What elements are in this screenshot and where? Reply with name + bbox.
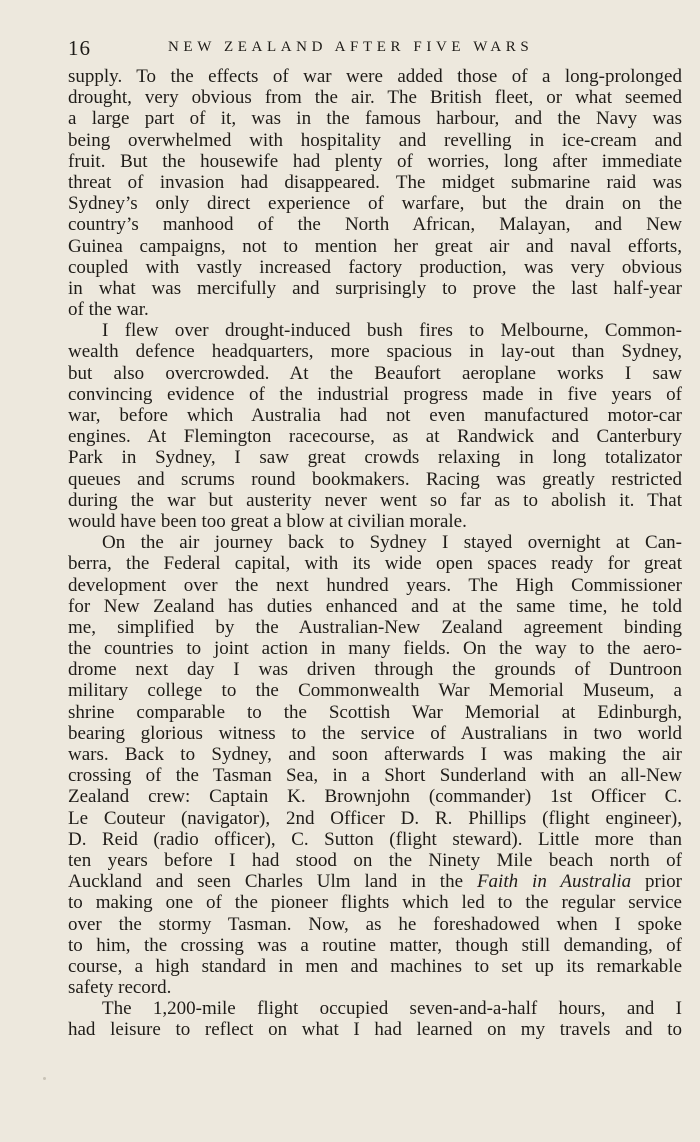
text-line: a large part of it, was in the famous harbour, and the Navy was — [68, 108, 682, 130]
text-line: Guinea campaigns, not to mention her great air and naval efforts, — [68, 235, 682, 257]
text-line-with-italic — [68, 871, 682, 892]
text-line: queues and scrums round bookmakers. Racing was greatly restricted — [68, 468, 682, 490]
text-line: wealth defence headquarters, more spacious in lay-out than Sydney, — [68, 341, 682, 363]
text-line: fruit. But the housewife had plenty of worries, long after immediate — [68, 150, 682, 172]
text-line: threat of invasion had disappeared. The midget submarine raid was — [68, 171, 682, 193]
text-line: Sydney’s only direct experience of warfare, but the drain on the — [68, 193, 682, 215]
text-line: the countries to joint action in many fields. On the way to the aero- — [68, 638, 682, 660]
text-line: coupled with vastly increased factory production, was very obvious — [68, 256, 682, 278]
text-line: drought, very obvious from the air. The British fleet, or what seemed — [68, 87, 682, 109]
text-line: me, simplified by the Australian-New Zealand agreement binding — [68, 616, 682, 638]
text-line: for New Zealand has duties enhanced and at the same time, he told — [68, 595, 682, 617]
text-line: shrine comparable to the Scottish War Memorial at Edinburgh, — [68, 701, 682, 723]
page-number: 16 — [68, 36, 91, 60]
text-line: being overwhelmed with hospitality and revelling in ice-cream and — [68, 129, 682, 151]
paragraph-first-line: The 1,200-mile flight occupied seven-and-a-half hours, and I — [102, 998, 682, 1020]
text-line: development over the next hundred years. The High Commissioner — [68, 574, 682, 596]
text-line: supply. To the effects of war were added those of a long-prolonged — [68, 66, 682, 87]
text-line: ten years before I had stood on the Ninety Mile beach north of — [68, 849, 682, 871]
text-segment: Auckland and seen Charles Ulm land in the — [68, 871, 477, 893]
text-line: bearing glorious witness to the service of Australians in two world — [68, 722, 682, 744]
paragraph-first-line: On the air journey back to Sydney I stayed overnight at Can- — [102, 532, 682, 554]
text-line: crossing of the Tasman Sea, in a Short Sunderland with an all-New — [68, 765, 682, 787]
text-line: Park in Sydney, I saw great crowds relaxing in long totalizator — [68, 447, 682, 469]
text-line: of the war. — [68, 299, 149, 321]
text-line: course, a high standard in men and machines to set up its remarkable — [68, 955, 682, 977]
text-line: wars. Back to Sydney, and soon afterwards I was making the air — [68, 744, 682, 765]
text-line: convincing evidence of the industrial progress made in five years of — [68, 383, 682, 405]
text-line: D. Reid (radio officer), C. Sutton (flight steward). Little more than — [68, 828, 682, 850]
text-line: engines. At Flemington racecourse, as at Randwick and Canterbury — [68, 426, 682, 448]
text-line: would have been too great a blow at civilian morale. — [68, 510, 467, 532]
italic-title: Faith in Australia — [476, 871, 632, 893]
text-line: to making one of the pioneer flights which led to the regular service — [68, 892, 682, 914]
text-line: berra, the Federal capital, with its wide open spaces ready for great — [68, 553, 682, 575]
text-line: but also overcrowded. At the Beaufort aeroplane works I saw — [68, 362, 682, 384]
text-line: safety record. — [68, 977, 172, 999]
running-head: NEW ZEALAND AFTER FIVE WARS — [168, 39, 534, 55]
page-header — [68, 36, 682, 60]
paper-speck — [43, 1077, 46, 1080]
text-segment: prior — [631, 871, 682, 893]
text-line: drome next day I was driven through the grounds of Duntroon — [68, 659, 682, 681]
text-line: had leisure to reflect on what I had learned on my travels and to — [68, 1019, 682, 1041]
paragraph-first-line: I flew over drought-induced bush fires to Melbourne, Common- — [102, 320, 682, 342]
text-line: Le Couteur (navigator), 2nd Officer D. R. Phillips (flight engineer), — [68, 807, 682, 829]
text-line: war, before which Australia had not even manufactured motor-car — [68, 405, 682, 426]
body-text — [68, 66, 682, 1041]
text-line: military college to the Commonwealth War Memorial Museum, a — [68, 680, 682, 702]
text-line: in what was mercifully and surprisingly to prove the last half-year — [68, 277, 682, 299]
text-line: country’s manhood of the North African, Malayan, and New — [68, 214, 682, 236]
text-line: over the stormy Tasman. Now, as he foreshadowed when I spoke — [68, 913, 682, 935]
text-line: to him, the crossing was a routine matter, though still demanding, of — [68, 934, 682, 956]
text-line: Zealand crew: Captain K. Brownjohn (commander) 1st Officer C. — [68, 786, 682, 808]
text-line: during the war but austerity never went so far as to abolish it. That — [68, 489, 682, 511]
